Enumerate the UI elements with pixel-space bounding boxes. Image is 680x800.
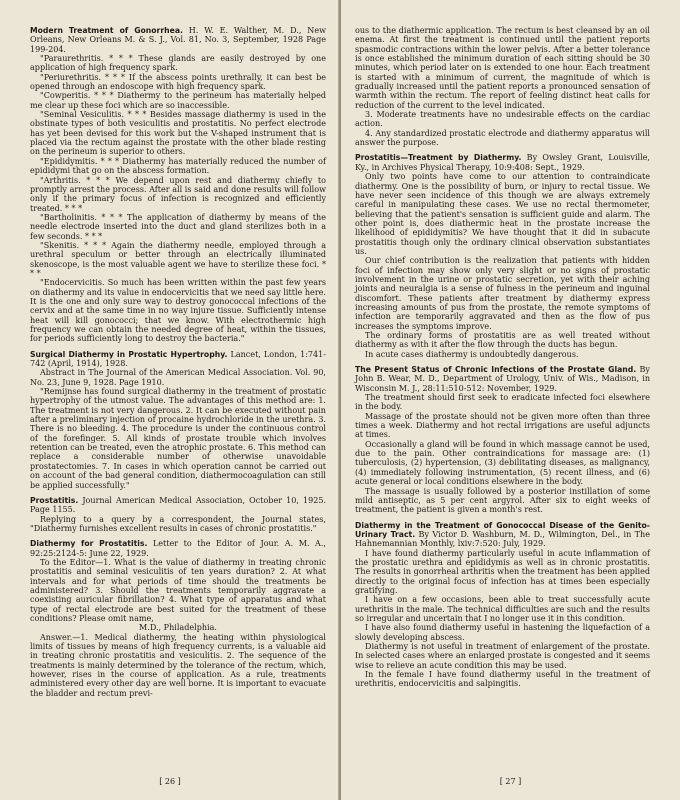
body-paragraph: Answer.—1. Medical diathermy, the heating within physiological limits of tissues by means of high frequency currents, is a valuable aid in treating chronic prostatitis and vesiculitis. 2. The sequence of the treatments is mainly determined by the tolerance of the rectum, which, however, rises in the course of application. As a rule, treatments administered every other day are well borne. It is important to evacuate the bladder and rectum previ- bbox=[30, 632, 326, 698]
body-paragraph: "Bartholinitis. * * * The application of diathermy by means of the needle electrode inserted into the duct and gland sterilizes both in a few seconds. * * * bbox=[30, 212, 326, 241]
body-paragraph: In acute cases diathermy is undoubtedly dangerous. bbox=[365, 349, 579, 359]
article-heading bbox=[30, 496, 326, 515]
body-paragraph: "Remijnse has found surgical diathermy in the treatment of prostatic hypertrophy of the utmost value. The advantages of this method are: 1. The treatment is not very dangerous. 2. It can be executed without pain after a preliminary injection of procaine hydrochloride in the urethra. 3. There is no bleeding. 4. The procedure is under the continuous control of the forefinger. 5. All kinds of prostate trouble which involves retention can be treated, even the atrophic prostate. 6. This method can replace a considerable number of otherwise unavoidable prostatectomies. 7. In cases in which operation cannot be carried out on account of the bad general condition, diathermocoagulation can still be applied successfully." bbox=[30, 387, 326, 490]
article-heading bbox=[355, 365, 650, 393]
article-heading bbox=[30, 539, 326, 558]
body-paragraph: "Skenitis. * * * Again the diathermy needle, employed through a urethral speculum or better through an electrically illuminated skenoscope, is the most valuable agent we have to sterilize these foci. * * * bbox=[30, 240, 326, 278]
body-paragraph: To the Editor—1. What is the value of diathermy in treating chronic prostatitis and seminal vesiculitis of ten years duration? 2. At what intervals and for what periods of time should the treatments be administered? 3. Should the treatments temporarily aggravate a coexisting auricular fibrillation? 4. What type of apparatus and what type of rectal electrode are best suited for the treatment of these conditions? Please omit name, bbox=[30, 557, 326, 623]
right-page bbox=[341, 0, 680, 800]
body-paragraph: "Endocervicitis. So much has been written within the past few years on diathermy and its value in endocervicitis that we need say little here. It is the one and only sure way to destroy gonococcal infections of the cervix and at the same time in no way injure tissue. Sufficiently intense heat will kill gonococci; that we know. With electrothermic high frequency we can obtain the needed degree of heat, within the tissues, for periods sufficiently long to destroy the bacteria." bbox=[30, 278, 326, 344]
article-title: Diathermy for Prostatitis. bbox=[30, 539, 148, 549]
body-paragraph: 4. Any standardized prostatic electrode and diathermy apparatus will answer the purpose. bbox=[355, 128, 650, 148]
left-text-column bbox=[30, 26, 326, 698]
article-heading bbox=[355, 521, 650, 549]
body-paragraph: I have on a few occasions, been able to treat successfully acute urethritis in the male. The technical difficulties are such and the results so irregular and uncertain that I no longer use it in this condition. bbox=[355, 595, 650, 623]
body-paragraph: Replying to a query by a correspondent, the Journal states, "Diathermy furnishes excellent results in cases of chronic prostatitis." bbox=[30, 514, 326, 533]
article-title: Diathermy in the Treatment of Gonococcal Disease of the Genito-Urinary Tract. bbox=[355, 520, 650, 539]
body-paragraph: Diathermy is not useful in treatment of enlargement of the prostate. In selected cases where an enlarged prostate is congested and it seems wise to relieve an acute condition this may be used. bbox=[355, 642, 650, 670]
body-paragraph: Abstract in The Journal of the American Medical Association. Vol. 90, No. 23, June 9, 1928. Page 1910. bbox=[30, 368, 326, 387]
body-paragraph: 3. Moderate treatments have no undesirable effects on the cardiac action. bbox=[355, 110, 650, 129]
article-title: Modern Treatment of Gonorrhea. bbox=[30, 26, 183, 35]
page-number: [ 27 ] bbox=[499, 777, 522, 786]
page-number: [ 26 ] bbox=[159, 777, 181, 786]
citation-text: By Owsley Grant, Louisville, Ky., in Archives Physical Therapy, 10:9:408: Sept., 1929. bbox=[355, 153, 650, 172]
body-paragraph: The treatment should first seek to eradicate infected foci elsewhere in the body. bbox=[355, 393, 650, 412]
body-paragraph: Occasionally a gland will be found in which massage cannot be used, due to the pain. Other contraindications for massage are: (1) tuberculosis, (2) hypertension, (3) debilitating diseases, as malignancy, (4) immediately following instrumentation, (5) recent illness, and (6) acute general or local conditions elsewhere in the body. bbox=[355, 439, 650, 487]
article-title: Surgical Diathermy in Prostatic Hypertrophy. bbox=[30, 349, 228, 359]
body-paragraph: I have found diathermy particularly useful in acute inflammation of the prostatic urethra and epididymis as well as in chronic prostatitis. The results in gonorrheal arthritis when the treatment has been applied directly to the original focus of infection has at times been especially gratifying. bbox=[355, 548, 650, 595]
article-title: Prostatitis. bbox=[30, 495, 79, 505]
citation-text: Letter to the Editor of Jour. A. M. A., 92:25:2124-5: June 22, 1929. bbox=[30, 539, 326, 558]
article-title: The Present Status of Chronic Infections of the Prostate Gland. bbox=[355, 365, 637, 375]
body-paragraph: Our chief contribution is the realization that patients with hidden foci of infection may show only very slight or no signs of prostatic involvement in the urine or prostatic secretion, yet with their aching joints and neuralgia is a sense of fulness in the perineum and inguinal discomfort. These patients after treatment by diathermy express increasing amounts of pus from the prostate, the remote symptoms of infection are temporarily aggravated and then as the flow of pus increases the symptoms improve. bbox=[355, 256, 650, 331]
article-heading bbox=[355, 153, 650, 172]
article-heading bbox=[30, 26, 326, 54]
body-paragraph: "Periurethritis. * * * If the abscess points urethrally, it can best be opened through an endoscope with high frequency spark. bbox=[30, 72, 326, 92]
article-title: Prostatitis—Treatment by Diathermy. bbox=[355, 153, 522, 163]
article-heading bbox=[30, 350, 326, 369]
citation-text: By John B. Wear, M. D., Department of Urology, Univ. of Wis., Madison, in Wisconsin M. J., 28:11:510-512: November, 1929. bbox=[355, 365, 650, 393]
body-paragraph: "Epididymitis. * * * Diathermy has materially reduced the number of epididymi that go on the abscess formation. bbox=[30, 156, 326, 176]
body-paragraph: Only two points have come to our attention to contraindicate diathermy. One is the possibility of burn, or injury to rectal tissue. We have never seen incidence of this though we are always extremely careful in manipulating these cases. We use no rectal thermometer, believing that the patient's sensation is sufficient guide and alarm. The other point is, does diathermic heat in the prostate increase the likelihood of epididymitis? We have thought that it did in subacute prostatitis though only the ordinary clinical observation substantiates us. bbox=[355, 172, 650, 256]
body-paragraph: "Cowperitis. * * * Diathermy to the perineum has materially helped me clear up these foci which are so inaccessible. bbox=[30, 91, 326, 110]
body-paragraph: I have also found diathermy useful in hastening the liquefaction of a slowly developing abscess. bbox=[355, 623, 650, 642]
citation-text: H. W. E. Walther, M. D., New Orleans, New Orleans M. & S. J., Vol. 81, No. 3, September, 1928 Page 199-204. bbox=[30, 26, 326, 54]
body-paragraph: ous to the diathermic application. The rectum is best cleansed by an oil enema. At first the treatment is continued until the patient reports spasmodic contractions within the lower pelvis. After a better tolerance is once established the minimum duration of each sitting should be 30 minutes, which period later on is extended to one hour. Each treatment is started with a minimum of current, the magnitude of which is gradually increased until the patient reports a pronounced sensation of warmth within the rectum. The report of feeling distinct heat calls for reduction of the current to the level indicated. bbox=[355, 26, 650, 110]
citation-text: By Victor D. Washburn, M. D., Wilmington, Del., in The Hahnemannian Monthly, lxiv:7:520: July, 1929. bbox=[355, 529, 650, 549]
body-paragraph: "Paraurethritis. * * * These glands are easily destroyed by one application of high frequency spark. bbox=[30, 54, 326, 73]
body-paragraph: The massage is usually followed by a posterior instillation of some mild antiseptic, as 5 per cent argyrol. After six to eight weeks of treatment, the patient is given a month's rest. bbox=[355, 486, 650, 515]
citation-text: Lancet, London, 1:741-742 (April, 1914), 1928. bbox=[30, 349, 326, 369]
signature-line: M.D., Philadelphia. bbox=[139, 623, 217, 633]
body-paragraph: "Arthritis. * * * We depend upon rest and diathermy chiefly to promptly arrest the process. After all is said and done results will follow only if the primary focus of infection is recognized and efficiently treated. * * * bbox=[30, 175, 326, 213]
right-text-column bbox=[355, 26, 650, 689]
body-paragraph: "Seminal Vesiculitis. * * * Besides massage diathermy is used in the obstinate types of both vesiculitis and prostatitis. No perfect electrode has yet been devised for this work but the V-shaped instrument that is placed via the rectum against the prostate with the other blade resting on the perineum is superior to others. bbox=[30, 110, 326, 157]
body-paragraph: The ordinary forms of prostatitis are as well treated without diathermy as with it after the flow through the ducts has begun. bbox=[355, 331, 650, 350]
citation-text: Journal American Medical Association, October 10, 1925. Page 1155. bbox=[30, 495, 326, 515]
body-paragraph: Massage of the prostate should not be given more often than three times a week. Diathermy and hot rectal irrigations are useful adjuncts at times. bbox=[355, 411, 650, 440]
body-paragraph: In the female I have found diathermy useful in the treatment of urethritis, endocervicitis and salpingitis. bbox=[355, 670, 650, 689]
